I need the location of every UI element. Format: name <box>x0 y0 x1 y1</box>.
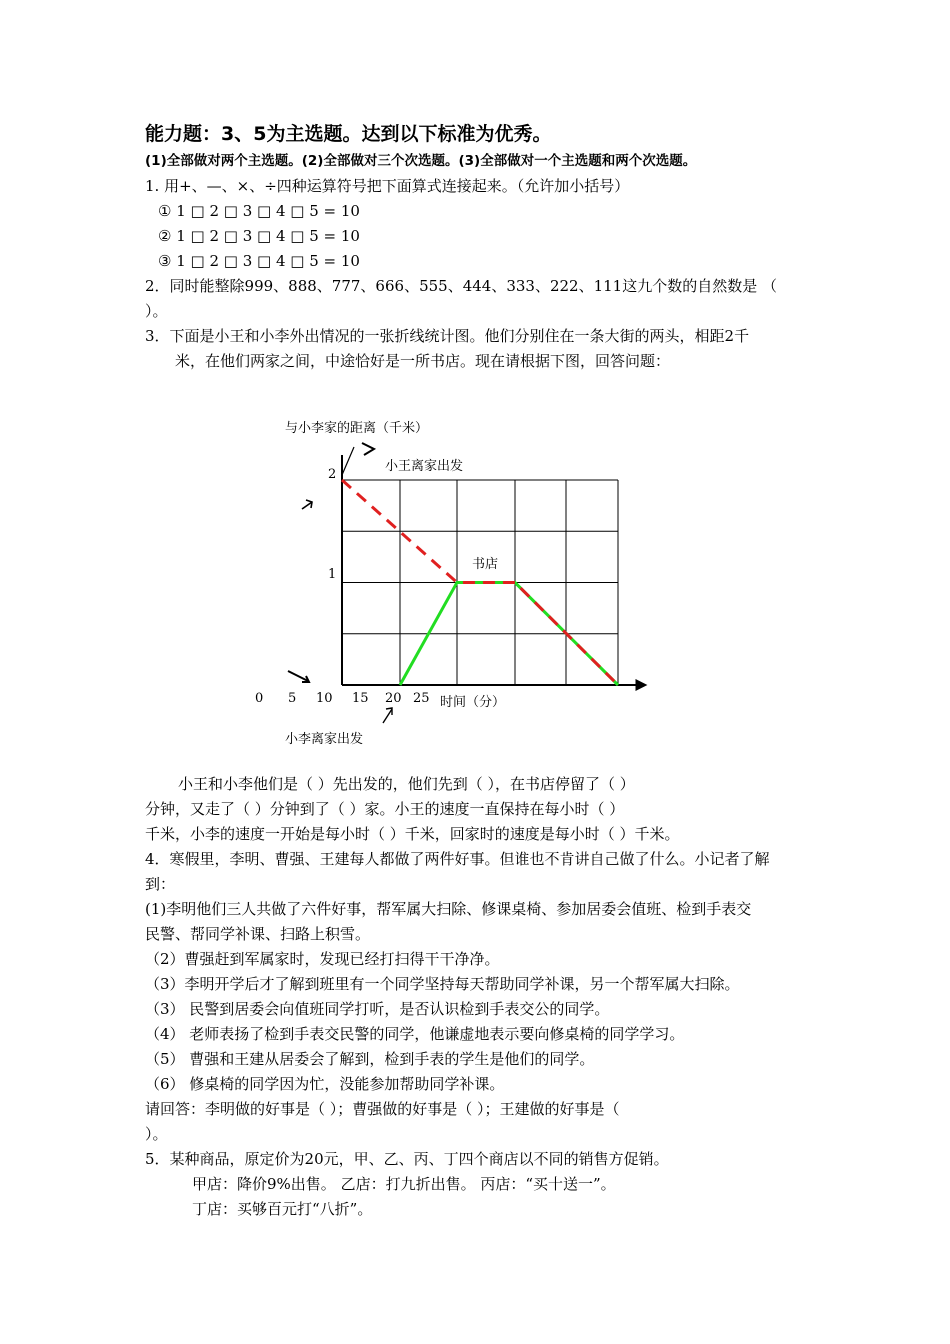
x-tick-label: 0 <box>255 691 264 706</box>
q3-answer-3: 千米，小李的速度一开始是每小时（ ）千米，回家时的速度是每小时（ ）千米。 <box>145 825 680 843</box>
x-tick-label: 5 <box>288 691 297 706</box>
x-axis-label: 时间（分） <box>440 695 506 710</box>
bookstore-label: 书店 <box>472 557 499 572</box>
criteria-text: (1)全部做对两个主选题。(2)全部做对三个次选题。(3)全部做对一个主选题和两个次选题。 <box>145 153 697 169</box>
x-tick-label: 25 <box>413 691 430 706</box>
q3-line-1: 3．下面是小王和小李外出情况的一张折线统计图。他们分别住在一条大街的两头，相距2千 <box>145 327 750 345</box>
q3-answer-1: 小王和小李他们是（ ）先出发的，他们先到（ ），在书店停留了（ ） <box>178 775 635 793</box>
q3-answer-2: 分钟，又走了（ ）分钟到了（ ）家。小王的速度一直保持在每小时（ ） <box>145 800 625 818</box>
q1-row-2: ② 1 □ 2 □ 3 □ 4 □ 5 = 10 <box>158 227 360 245</box>
q5-line-3: 丁店：买够百元打“八折”。 <box>192 1200 373 1218</box>
q4-line-1: 4．寒假里，李明、曹强、王建每人都做了两件好事。但谁也不肯讲自己做了什么。小记者了解 <box>145 850 770 868</box>
q2-line-1: 2．同时能整除999、888、777、666、555、444、333、222、111这九个数的自然数是 （ <box>145 277 777 295</box>
x-tick-label: 15 <box>352 691 369 706</box>
y-tick-label: 1 <box>328 567 337 582</box>
q4-line-2: 到： <box>145 875 176 893</box>
y-tick-label: 2 <box>328 467 337 482</box>
q4-clue: （3）李明开学后才了解到班里有一个同学坚持每天帮助同学补课，另一个帮军属大扫除。 <box>145 975 740 993</box>
y-axis-tip <box>342 447 354 475</box>
li-start-label: 小李离家出发 <box>285 732 364 747</box>
q4-clue: （4） 老师表扬了检到手表交民警的同学，他谦虚地表示要向修桌椅的同学学习。 <box>145 1025 685 1043</box>
distance-time-chart <box>250 405 670 754</box>
q4-answer-2: ）。 <box>145 1125 168 1143</box>
wang-start-label: 小王离家出发 <box>385 459 464 474</box>
arrow-pointer-icon <box>288 671 309 682</box>
q3-line-2: 米，在他们两家之间，中途恰好是一所书店。现在请根据下图，回答问题： <box>175 352 671 370</box>
q4-clue: （5） 曹强和王建从居委会了解到，检到手表的学生是他们的同学。 <box>145 1050 595 1068</box>
q5-line-2: 甲店：降价9%出售。 乙店：打九折出售。 丙店：“买十送一”。 <box>192 1175 616 1193</box>
q4-clue: 民警、帮同学补课、扫路上积雪。 <box>145 925 371 943</box>
q4-clue: （3） 民警到居委会向值班同学打听，是否认识检到手表交公的同学。 <box>145 1000 610 1018</box>
x-tick-label: 20 <box>385 691 402 706</box>
q1-row-1: ① 1 □ 2 □ 3 □ 4 □ 5 = 10 <box>158 202 360 220</box>
y-axis-label: 与小李家的距离（千米） <box>285 421 429 436</box>
q4-clue: （2）曹强赶到军属家时，发现已经打扫得干干净净。 <box>145 950 500 968</box>
q4-answer-1: 请回答：李明做的好事是（ ）；曹强做的好事是（ ）；王建做的好事是（ <box>145 1100 620 1118</box>
q1-stem: 1. 用+、—、×、÷四种运算符号把下面算式连接起来。（允许加小括号） <box>145 177 630 195</box>
page-title: 能力题：3、5为主选题。达到以下标准为优秀。 <box>145 123 552 145</box>
y-axis-arrow-icon <box>362 443 374 455</box>
q4-clue: （6） 修桌椅的同学因为忙，没能参加帮助同学补课。 <box>145 1075 505 1093</box>
arrow-pointer-icon <box>383 708 392 723</box>
q2-line-2: ）。 <box>145 302 168 320</box>
arrow-pointer-icon <box>302 500 312 509</box>
q5-line-1: 5．某种商品，原定价为20元，甲、乙、丙、丁四个商店以不同的销售方促销。 <box>145 1150 669 1168</box>
x-tick-label: 10 <box>316 691 333 706</box>
q1-row-3: ③ 1 □ 2 □ 3 □ 4 □ 5 = 10 <box>158 252 360 270</box>
q4-clue: (1)李明他们三人共做了六件好事，帮军属大扫除、修课桌椅、参加居委会值班、检到手表交 <box>145 900 752 918</box>
